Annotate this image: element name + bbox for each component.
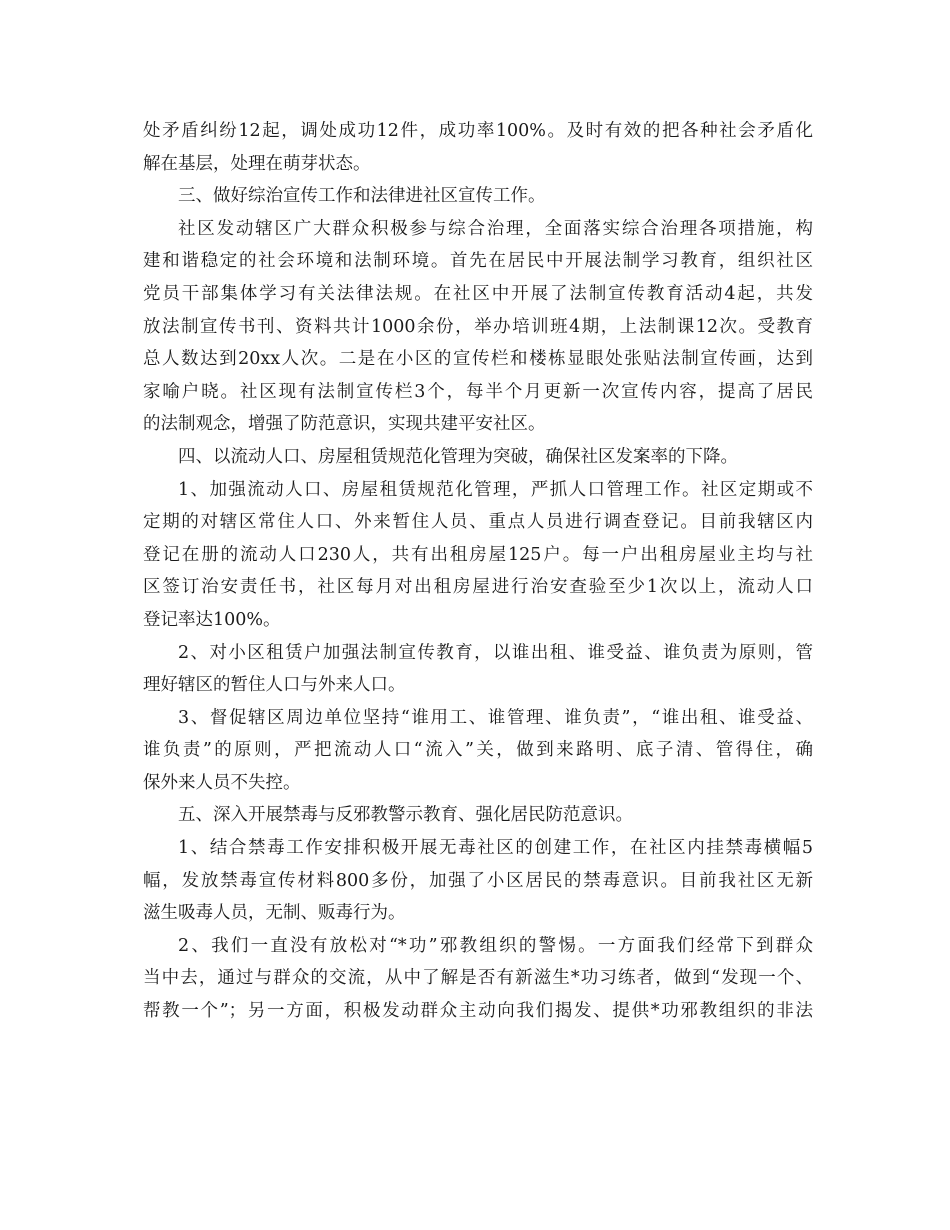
text-line: 登记率达100%。: [143, 609, 281, 630]
text-line: 2、对小区租赁户加强法制宣传教育，以谁出租、谁受益、谁负责为原则，管: [178, 642, 813, 663]
text-line: 区签订治安责任书，社区每月对出租房屋进行治安查验至少1次以上，流动人口: [143, 577, 813, 598]
text-line: 总人数达到20xx人次。二是在小区的宣传栏和楼栋显眼处张贴法制宣传画，达到: [143, 349, 813, 370]
text-line: 党员干部集体学习有关法律法规。在社区中开展了法制宣传教育活动4起，共发: [143, 283, 813, 304]
text-line: 定期的对辖区常住人口、外来暂住人员、重点人员进行调查登记。目前我辖区内: [143, 512, 813, 533]
document-body: [143, 115, 813, 1028]
text-line: 社区发动辖区广大群众积极参与综合治理，全面落实综合治理各项措施，构: [178, 218, 813, 239]
section-heading: 三、做好综治宣传工作和法律进社区宣传工作。: [178, 186, 546, 207]
section-heading: 五、深入开展禁毒与反邪教警示教育、强化居民防范意识。: [178, 805, 633, 826]
text-line: 处矛盾纠纷12起，调处成功12件，成功率100%。及时有效的把各种社会矛盾化: [143, 121, 813, 141]
text-line: 3、督促辖区周边单位坚持“谁用工、谁管理、谁负责”，“谁出租、谁受益、: [178, 707, 813, 728]
text-line: 理好辖区的暂住人口与外来人口。: [143, 675, 406, 696]
text-line: 放法制宣传书刊、资料共计1000余份，举办培训班4期，上法制课12次。受教育: [143, 316, 813, 337]
text-line: 建和谐稳定的社会环境和法制环境。首先在居民中开展法制学习教育，组织社区: [143, 251, 813, 272]
text-line: 幅，发放禁毒宣传材料800多份，加强了小区居民的禁毒意识。目前我社区无新: [143, 870, 813, 891]
text-line: 家喻户晓。社区现有法制宣传栏3个，每半个月更新一次宣传内容，提高了居民: [143, 381, 813, 402]
text-line: 1、加强流动人口、房屋租赁规范化管理，严抓人口管理工作。社区定期或不: [178, 479, 813, 500]
section-heading: 四、以流动人口、房屋租赁规范化管理为突破，确保社区发案率的下降。: [178, 446, 738, 467]
text-line: 谁负责”的原则，严把流动人口“流入”关，做到来路明、底子清、管得住，确: [143, 740, 813, 761]
text-line: 解在基层，处理在萌芽状态。: [143, 153, 371, 174]
text-line: 的法制观念，增强了防范意识，实现共建平安社区。: [143, 414, 546, 435]
text-line: 保外来人员不失控。: [143, 772, 301, 793]
text-line: 1、结合禁毒工作安排积极开展无毒社区的创建工作，在社区内挂禁毒横幅5: [178, 838, 813, 859]
text-line: 登记在册的流动人口230人，共有出租房屋125户。每一户出租房屋业主均与社: [143, 544, 813, 565]
text-line: 滋生吸毒人员，无制、贩毒行为。: [143, 903, 406, 924]
text-line: 当中去，通过与群众的交流，从中了解是否有新滋生*功习练者，做到“发现一个、: [143, 968, 813, 989]
text-line: 帮教一个”；另一方面，积极发动群众主动向我们揭发、提供*功邪教组织的非法: [143, 1001, 813, 1022]
text-line: 2、我们一直没有放松对“*功”邪教组织的警惕。一方面我们经常下到群众: [178, 935, 813, 956]
